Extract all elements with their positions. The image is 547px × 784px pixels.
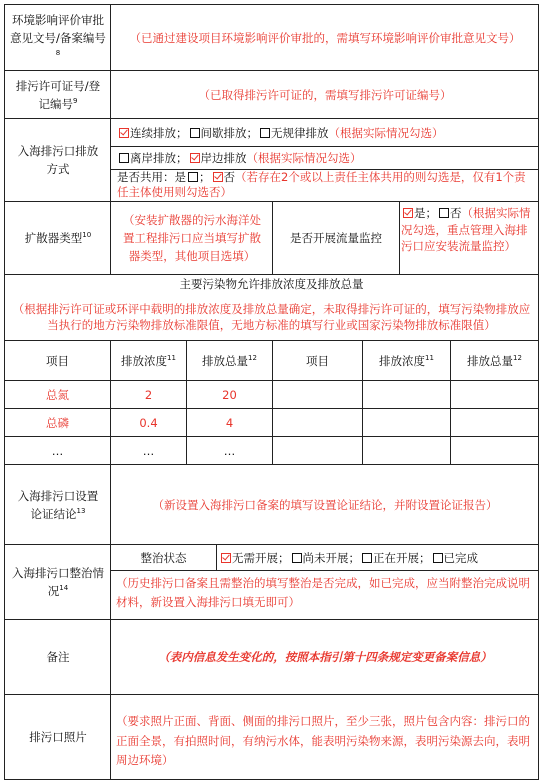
continuous-checkbox[interactable]: [119, 128, 129, 138]
rectify-status-options: 无需开展 ； 尚未开展 ； 正在开展 ； 已完成: [217, 545, 538, 570]
permit-label: 排污许可证号/登记编号$^9$: [15, 78, 101, 111]
completed-checkbox[interactable]: [433, 553, 443, 563]
remark-note: （表内信息发生变化的，按照本指引第十四条规定变更备案信息）: [158, 650, 492, 664]
no-need-checkbox[interactable]: [221, 553, 231, 563]
flow-monitor-label: 是否开展流量监控: [290, 231, 382, 245]
pollutant-total: 20: [222, 387, 237, 402]
header-conc-left: 排放浓度$^{11}$: [121, 353, 176, 368]
limits-title: 主要污染物允许排放浓度及排放总量: [179, 277, 364, 291]
setup-label: 入海排污口设置论证结论$^{13}$: [17, 488, 99, 521]
monitor-no-checkbox[interactable]: [439, 208, 449, 218]
shore-checkbox[interactable]: [190, 153, 200, 163]
pollutant-name: …: [51, 443, 64, 458]
monitor-yes-checkbox[interactable]: [403, 208, 413, 218]
discharge-continuity-options: 连续排放 ； 间歇排放 ； 无规律排放 （根据实际情况勾选）: [111, 119, 538, 146]
pollutant-total: 4: [225, 415, 234, 430]
shared-no-checkbox[interactable]: [213, 172, 223, 182]
rectify-status-label: 整治状态: [140, 550, 187, 565]
photo-note: （要求照片正面、背面、侧面的排污口照片，至少三张，照片包含内容：排污口的正面全景，有拍照时间，有纳污水体，能表明污染物来源，表明污染源去向，表明周边环境）: [116, 714, 530, 767]
header-conc-right: 排放浓度$^{11}$: [379, 353, 434, 368]
pollutant-conc: …: [142, 443, 155, 458]
pollutant-name: 总氮: [46, 387, 69, 402]
rectify-label: 入海排污口整治情况$^{14}$: [12, 566, 104, 598]
discharge-mode-label: 入海排污口排放方式: [17, 144, 99, 176]
not-started-checkbox[interactable]: [292, 553, 302, 563]
header-item-right: 项目: [306, 353, 329, 368]
pollutant-name: 总磷: [46, 415, 69, 430]
record-form-table: [4, 4, 539, 780]
approval-note: （已通过建设项目环境影响评价审批的，需填写环境影响评价审批意见文号）: [129, 30, 521, 45]
intermittent-checkbox[interactable]: [190, 128, 200, 138]
in-progress-checkbox[interactable]: [362, 553, 372, 563]
header-total-right: 排放总量$^{12}$: [467, 353, 522, 368]
remark-label: 备注: [46, 650, 70, 664]
shared-use-options: 是否共用：是 ； 否（若存在2个或以上责任主体共用的则勾选是，仅有1个责任主体使用则勾选否）: [117, 170, 526, 199]
pollutant-total: …: [223, 443, 236, 458]
approval-label: 环境影响评价审批意见文号/备案编号$^8$: [10, 12, 106, 57]
pollutant-conc: 0.4: [139, 415, 158, 430]
diffuser-note: （安装扩散器的污水海洋处置工程排污口应当填写扩散器类型，其他项目选填）: [123, 213, 261, 263]
shared-yes-checkbox[interactable]: [188, 172, 198, 182]
photo-label: 排污口照片: [29, 730, 87, 744]
limits-note: （根据排污许可证或环评中载明的排放浓度及排放总量确定，未取得排污许可证的，填写污染物排放应当执行的地方污染物排放标准限值，无地方标准的填写行业或国家污染物排放标准限值）: [12, 301, 531, 332]
permit-note: （已取得排污许可证的，需填写排污许可证编号）: [198, 87, 452, 102]
offshore-checkbox[interactable]: [119, 153, 129, 163]
pollutant-conc: 2: [144, 387, 153, 402]
flow-monitor-options: 是； 否（根据实际情况勾选，重点管理入海排污口应安装流量监控）: [401, 206, 531, 253]
rectify-note: （历史排污口备案且需整治的填写整治是否完成，如已完成，应当附整治完成说明材料，新设置入海排污口填无即可）: [116, 576, 530, 609]
diffuser-label: 扩散器类型$^{10}$: [24, 231, 92, 245]
irregular-checkbox[interactable]: [260, 128, 270, 138]
header-item-left: 项目: [46, 353, 69, 368]
discharge-location-options: 离岸排放 ； 岸边排放 （根据实际情况勾选）: [111, 147, 538, 169]
setup-note: （新设置入海排污口备案的填写设置论证结论，并附设置论证报告）: [152, 497, 498, 512]
header-total-left: 排放总量$^{12}$: [202, 353, 257, 368]
